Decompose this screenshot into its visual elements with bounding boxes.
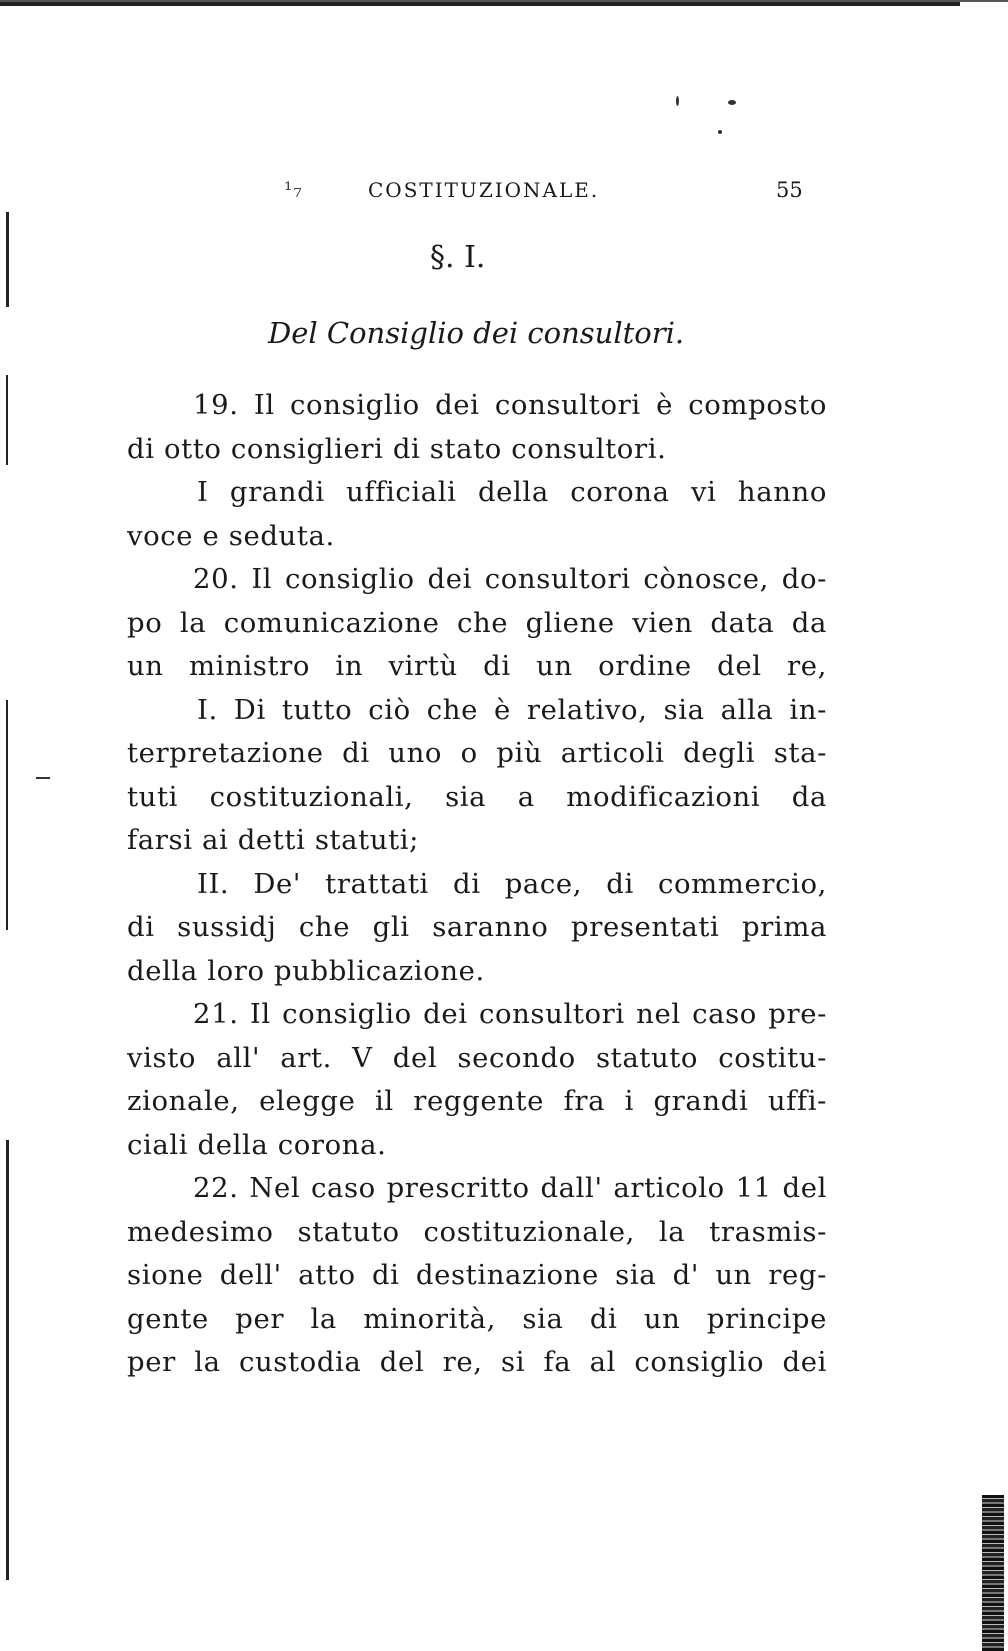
- text-line: zionale, elegge il reggente fra i grandi uffi-: [127, 1085, 827, 1117]
- ink-speck: [36, 777, 50, 779]
- page-number: 55: [776, 178, 803, 202]
- text-line: sione dell' atto di destinazione sia d' un reg-: [127, 1259, 827, 1291]
- body-text: [127, 384, 827, 1385]
- signature-mark: ¹₇: [284, 178, 303, 202]
- text-line: I grandi ufficiali della corona vi hanno: [197, 476, 827, 508]
- text-line: di sussidj che gli saranno presentati prima: [127, 911, 827, 943]
- section-number: §. I.: [430, 240, 486, 275]
- text-line: un ministro in virtù di un ordine del re,: [127, 650, 827, 682]
- text-line: gente per la minorità, sia di un principe: [127, 1302, 827, 1335]
- scan-top-border: [0, 2, 960, 6]
- scan-left-edge-mark: [6, 1140, 9, 1580]
- text-line: II. De' trattati di pace, di commercio,: [197, 867, 827, 900]
- text-line: tuti costituzionali, sia a modificazioni da: [127, 780, 827, 813]
- scan-left-edge-mark: [6, 212, 9, 307]
- text-line: visto all' art. V del secondo statuto costitu-: [127, 1041, 827, 1074]
- text-line: per la custodia del re, si fa al consiglio dei: [127, 1346, 827, 1378]
- ink-speck: [728, 100, 736, 105]
- text-line: ciali della corona.: [127, 1128, 387, 1161]
- text-line: I. Di tutto ciò che è relativo, sia alla in-: [197, 693, 827, 726]
- ink-speck: [718, 130, 722, 134]
- running-header: [0, 178, 1008, 208]
- scan-left-edge-mark: [6, 375, 8, 465]
- text-line: voce e seduta.: [127, 519, 335, 552]
- scan-right-edge-noise: [982, 1495, 1004, 1651]
- text-line: terpretazione di uno o più articoli degli sta-: [127, 737, 827, 769]
- text-line: po la comunicazione che gliene vien data da: [127, 606, 827, 639]
- text-line: di otto consiglieri di stato consultori.: [127, 432, 667, 465]
- text-line: della loro pubblicazione.: [127, 954, 485, 987]
- ink-speck: [676, 96, 679, 106]
- text-line: 20. Il consiglio dei consultori cònosce, do-: [193, 563, 827, 595]
- text-line: 19. Il consiglio dei consultori è composto: [193, 389, 827, 421]
- text-line: farsi ai detti statuti;: [127, 824, 420, 856]
- text-line: 21. Il consiglio dei consultori nel caso pre-: [193, 998, 827, 1030]
- text-line: medesimo statuto costituzionale, la trasmis-: [127, 1215, 827, 1248]
- running-title: COSTITUZIONALE.: [368, 178, 600, 202]
- text-line: 22. Nel caso prescritto dall' articolo 11 del: [193, 1172, 827, 1204]
- scan-left-edge-mark: [6, 700, 8, 930]
- section-title: Del Consiglio dei consultori.: [268, 316, 685, 350]
